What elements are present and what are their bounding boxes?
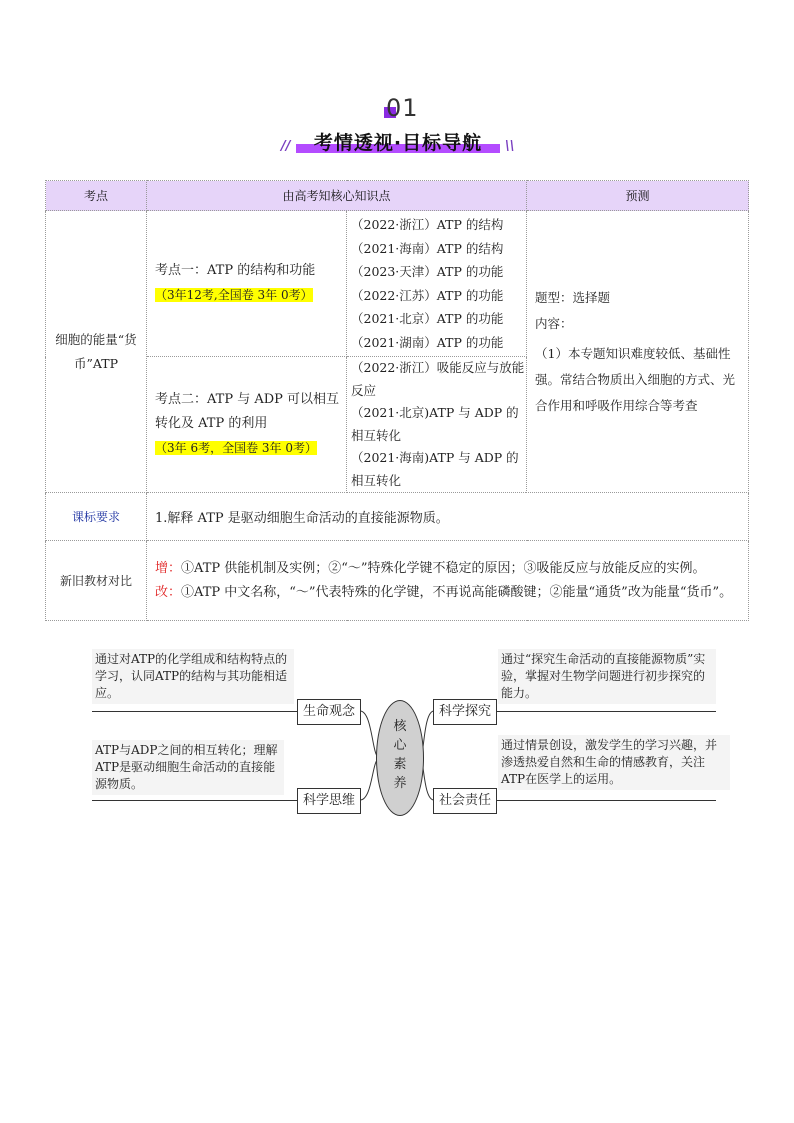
core-literacy-diagram	[92, 645, 732, 820]
scientific-inquiry-box: 科学探究	[433, 699, 497, 725]
prediction-cell	[527, 211, 749, 493]
section-title-text: 考情透视·目标导航	[313, 132, 483, 154]
comparison-cell	[147, 541, 749, 621]
change-prefix: 改：	[155, 584, 182, 600]
kp1-cell	[147, 211, 347, 357]
add-text: ①ATP 供能机制及实例；②“～”特殊化学键不稳定的原因；③吸能反应与放能反应的实例。	[181, 560, 706, 576]
table-row-kp1	[46, 211, 749, 357]
prediction-type: 题型：选择题	[535, 289, 611, 305]
list-item: （2022·浙江）吸能反应与放能反应	[351, 360, 525, 398]
section-number-text: 01	[386, 94, 419, 122]
topic-text: 细胞的能量“货币”ATP	[55, 331, 137, 371]
list-item: （2023·天津）ATP 的功能	[351, 264, 504, 279]
exam-analysis-table	[45, 180, 749, 621]
kp2-cell	[147, 357, 347, 493]
social-responsibility-text: 通过情景创设，激发学生的学习兴趣，并渗透热爱自然和生命的情感教育，关注ATP在医学上的运用。	[498, 735, 730, 790]
kp1-stats: （3年12考,全国卷 3年 0考）	[155, 288, 313, 302]
scientific-inquiry-line	[496, 711, 716, 712]
core-char: 核	[393, 719, 407, 734]
comparison-label: 新旧教材对比	[46, 541, 147, 621]
table-row-comparison	[46, 541, 749, 621]
title-deco-right: \\	[505, 139, 515, 154]
topic-cell	[46, 211, 147, 493]
core-char: 心	[393, 738, 407, 753]
scientific-thinking-box: 科学思维	[297, 788, 361, 814]
header-prediction: 预测	[527, 181, 749, 211]
social-responsibility-box: 社会责任	[433, 788, 497, 814]
list-item: （2022·浙江）ATP 的结构	[351, 217, 504, 232]
list-item: （2021·海南）ATP 的结构	[351, 240, 504, 256]
kp2-title: 考点二：ATP 与 ADP 可以相互转化及 ATP 的利用	[155, 392, 340, 431]
social-responsibility-line	[496, 800, 716, 801]
core-char: 养	[393, 776, 407, 791]
header-topic: 考点	[46, 181, 147, 211]
table-header-row	[46, 181, 749, 211]
table-row-curriculum	[46, 493, 749, 541]
title-deco-left: //	[281, 139, 291, 154]
life-concept-box: 生命观念	[297, 699, 361, 725]
list-item: （2021·北京）ATP 的功能	[351, 311, 504, 326]
kp2-exams	[347, 357, 527, 493]
life-concept-text: 通过对ATP的化学组成和结构特点的学习，认同ATP的结构与其功能相适应。	[92, 649, 294, 704]
section-number	[380, 94, 420, 124]
kp2-stats: （3年 6考，全国卷 3年 0考）	[155, 441, 317, 455]
list-item: （2021·海南)ATP 与 ADP 的相互转化	[351, 450, 519, 488]
scientific-inquiry-text: 通过“探究生命活动的直接能源物质”实验，掌握对生物学问题进行初步探究的能力。	[498, 649, 716, 704]
kp1-exams	[347, 211, 527, 357]
list-item: （2021·湖南）ATP 的功能	[351, 334, 504, 350]
core-char: 素	[393, 757, 407, 772]
list-item: （2022·江苏）ATP 的功能	[351, 287, 504, 303]
scientific-thinking-line	[92, 800, 298, 801]
curriculum-text: 1.解释 ATP 是驱动细胞生命活动的直接能源物质。	[147, 493, 749, 541]
prediction-content: （1）本专题知识难度较低、基础性强。常结合物质出入细胞的方式、光合作用和呼吸作用综合等考查	[535, 345, 736, 413]
life-concept-line	[92, 711, 298, 712]
header-knowledge: 由高考知核心知识点	[147, 181, 527, 211]
change-text: ①ATP 中文名称，“～”代表特殊的化学键，不再说高能磷酸键；②能量“通货”改为能量“货币”。	[181, 584, 733, 600]
core-literacy-ellipse	[376, 700, 424, 816]
add-prefix: 增：	[155, 560, 182, 576]
scientific-thinking-text: ATP与ADP之间的相互转化；理解ATP是驱动细胞生命活动的直接能源物质。	[92, 740, 284, 795]
curriculum-label: 课标要求	[46, 493, 147, 541]
kp1-title: 考点一：ATP 的结构和功能	[155, 263, 316, 278]
prediction-content-label: 内容：	[535, 315, 573, 331]
section-title	[278, 128, 518, 156]
list-item: （2021·北京)ATP 与 ADP 的相互转化	[351, 405, 519, 443]
